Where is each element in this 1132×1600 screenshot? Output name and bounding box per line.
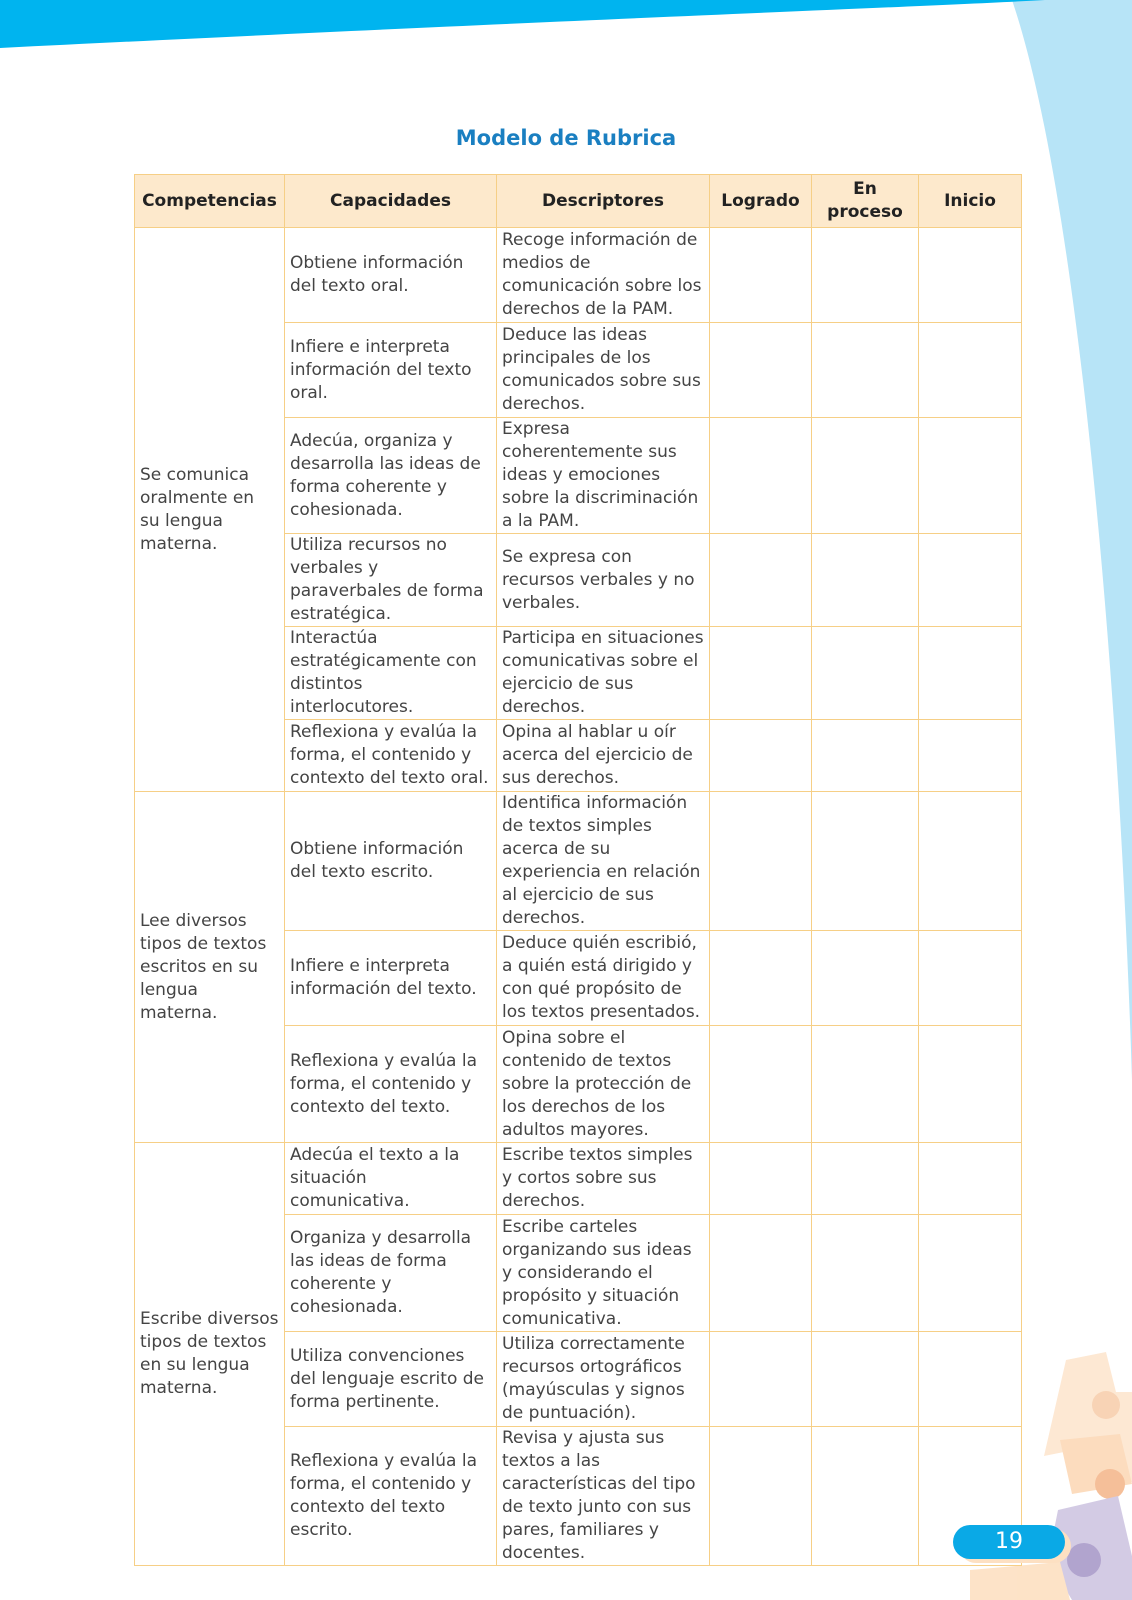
capacidad-cell: Reflexiona y evalúa la forma, el contenido y contexto del texto oral. (285, 720, 497, 792)
header-descriptores: Descriptores (497, 175, 710, 228)
capacidad-cell: Infiere e interpreta información del texto oral. (285, 323, 497, 418)
capacidad-cell: Organiza y desarrolla las ideas de forma coherente y cohesionada. (285, 1215, 497, 1332)
competencia-cell: Lee diversos tipos de textos escritos en su lengua materna. (135, 792, 285, 1143)
descriptor-cell: Utiliza correctamente recursos ortográficos (mayúsculas y signos de puntuación). (497, 1332, 710, 1427)
page-number-badge: 19 (953, 1525, 1065, 1559)
inicio-cell[interactable] (919, 792, 1022, 931)
logrado-cell[interactable] (710, 1332, 812, 1427)
capacidad-cell: Adecúa, organiza y desarrolla las ideas de forma coherente y cohesionada. (285, 418, 497, 534)
table-row (135, 228, 1022, 323)
descriptor-cell: Escribe carteles organizando sus ideas y considerando el propósito y situación comunicativa. (497, 1215, 710, 1332)
capacidad-cell: Obtiene información del texto escrito. (285, 792, 497, 931)
capacidad-cell: Utiliza convenciones del lenguaje escrito de forma pertinente. (285, 1332, 497, 1427)
en-proceso-cell[interactable] (812, 1332, 919, 1427)
inicio-cell[interactable] (919, 931, 1022, 1026)
descriptor-cell: Opina al hablar u oír acerca del ejercicio de sus derechos. (497, 720, 710, 792)
header-logrado: Logrado (710, 175, 812, 228)
descriptor-cell: Expresa coherentemente sus ideas y emociones sobre la discriminación a la PAM. (497, 418, 710, 534)
capacidad-cell: Adecúa el texto a la situación comunicativa. (285, 1143, 497, 1215)
descriptor-cell: Participa en situaciones comunicativas sobre el ejercicio de sus derechos. (497, 627, 710, 720)
en-proceso-cell[interactable] (812, 534, 919, 627)
en-proceso-cell[interactable] (812, 418, 919, 534)
en-proceso-cell[interactable] (812, 1427, 919, 1566)
header-competencias: Competencias (135, 175, 285, 228)
competencia-cell: Escribe diversos tipos de textos en su lengua materna. (135, 1143, 285, 1566)
blue-banner (0, 0, 1045, 48)
logrado-cell[interactable] (710, 1026, 812, 1143)
inicio-cell[interactable] (919, 720, 1022, 792)
logrado-cell[interactable] (710, 931, 812, 1026)
capacidad-cell: Infiere e interpreta información del texto. (285, 931, 497, 1026)
logrado-cell[interactable] (710, 1215, 812, 1332)
en-proceso-cell[interactable] (812, 1026, 919, 1143)
light-blue-swoosh (1012, 0, 1132, 1080)
inicio-cell[interactable] (919, 228, 1022, 323)
inicio-cell[interactable] (919, 418, 1022, 534)
descriptor-cell: Deduce quién escribió, a quién está dirigido y con qué propósito de los textos presentados. (497, 931, 710, 1026)
inicio-cell[interactable] (919, 1215, 1022, 1332)
en-proceso-cell[interactable] (812, 323, 919, 418)
rubric-table (134, 174, 1022, 1566)
descriptor-cell: Se expresa con recursos verbales y no verbales. (497, 534, 710, 627)
inicio-cell[interactable] (919, 627, 1022, 720)
capacidad-cell: Interactúa estratégicamente con distintos interlocutores. (285, 627, 497, 720)
logrado-cell[interactable] (710, 534, 812, 627)
logrado-cell[interactable] (710, 1427, 812, 1566)
logrado-cell[interactable] (710, 627, 812, 720)
en-proceso-cell[interactable] (812, 1143, 919, 1215)
en-proceso-cell[interactable] (812, 931, 919, 1026)
capacidad-cell: Utiliza recursos no verbales y paraverbales de forma estratégica. (285, 534, 497, 627)
logrado-cell[interactable] (710, 323, 812, 418)
header-inicio: Inicio (919, 175, 1022, 228)
header-en-proceso: En proceso (812, 175, 919, 228)
descriptor-cell: Escribe textos simples y cortos sobre sus derechos. (497, 1143, 710, 1215)
capacidad-cell: Reflexiona y evalúa la forma, el contenido y contexto del texto escrito. (285, 1427, 497, 1566)
descriptor-cell: Opina sobre el contenido de textos sobre la protección de los derechos de los adultos mayores. (497, 1026, 710, 1143)
logrado-cell[interactable] (710, 418, 812, 534)
en-proceso-cell[interactable] (812, 228, 919, 323)
page-title: Modelo de Rubrica (455, 126, 677, 150)
descriptor-cell: Recoge información de medios de comunicación sobre los derechos de la PAM. (497, 228, 710, 323)
descriptor-cell: Revisa y ajusta sus textos a las características del tipo de texto junto con sus pares, familiares y docentes. (497, 1427, 710, 1566)
competencia-cell: Se comunica oralmente en su lengua materna. (135, 228, 285, 792)
inicio-cell[interactable] (919, 534, 1022, 627)
header-capacidades: Capacidades (285, 175, 497, 228)
table-header-row (135, 175, 1022, 228)
en-proceso-cell[interactable] (812, 792, 919, 931)
en-proceso-cell[interactable] (812, 720, 919, 792)
descriptor-cell: Deduce las ideas principales de los comunicados sobre sus derechos. (497, 323, 710, 418)
inicio-cell[interactable] (919, 1332, 1022, 1427)
capacidad-cell: Reflexiona y evalúa la forma, el contenido y contexto del texto. (285, 1026, 497, 1143)
table-row (135, 1143, 1022, 1215)
table-row (135, 792, 1022, 931)
inicio-cell[interactable] (919, 1143, 1022, 1215)
logrado-cell[interactable] (710, 228, 812, 323)
en-proceso-cell[interactable] (812, 627, 919, 720)
inicio-cell[interactable] (919, 323, 1022, 418)
logrado-cell[interactable] (710, 1143, 812, 1215)
logrado-cell[interactable] (710, 720, 812, 792)
en-proceso-cell[interactable] (812, 1215, 919, 1332)
descriptor-cell: Identifica información de textos simples acerca de su experiencia en relación al ejercicio de sus derechos. (497, 792, 710, 931)
logrado-cell[interactable] (710, 792, 812, 931)
inicio-cell[interactable] (919, 1026, 1022, 1143)
capacidad-cell: Obtiene información del texto oral. (285, 228, 497, 323)
